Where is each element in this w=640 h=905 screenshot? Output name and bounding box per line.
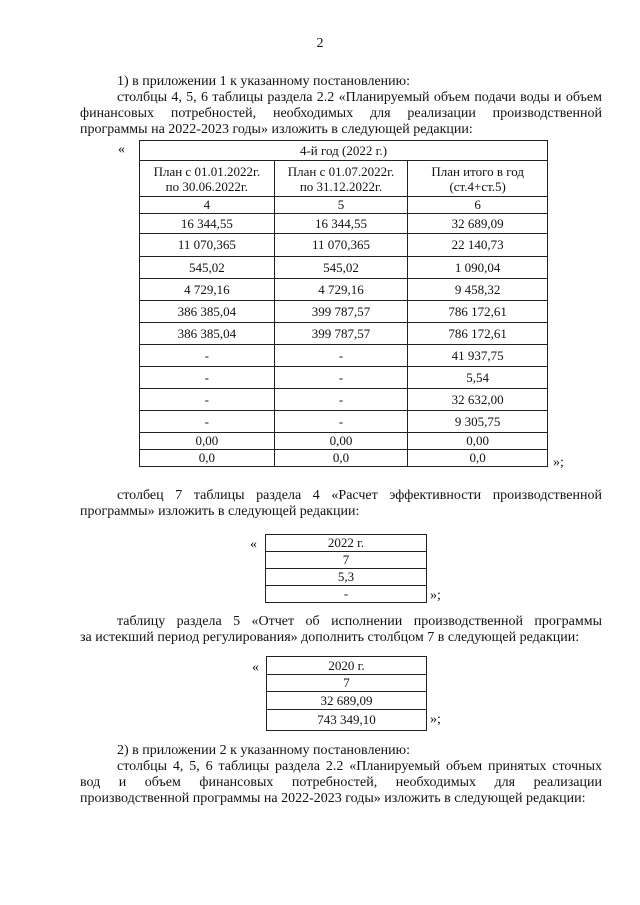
table1-open-quote: « xyxy=(118,142,125,157)
table-row xyxy=(140,433,548,450)
section3-line2: за истекший период регулирования» дополнить столбцом 7 в следующей редакции: xyxy=(80,630,580,645)
table2-close-quote: »; xyxy=(430,588,441,603)
table-cell: 1 090,04 xyxy=(408,257,548,279)
table-cell: 0,00 xyxy=(408,433,548,450)
section1-line2: финансовых потребностей, необходимых для реализации производственной xyxy=(80,106,602,121)
table-cell: - xyxy=(140,345,275,367)
table2-cell: 7 xyxy=(266,552,427,569)
table-cell: 41 937,75 xyxy=(408,345,548,367)
table-row xyxy=(140,257,548,279)
table1-colnum: 5 xyxy=(274,197,408,214)
table-cell: 32 689,09 xyxy=(408,214,548,234)
table-cell: 22 140,73 xyxy=(408,234,548,257)
table-cell: 5,54 xyxy=(408,367,548,389)
table1-header-col5: План с 01.07.2022г. по 31.12.2022г. xyxy=(274,161,408,197)
table1-header-col6: План итого в год (ст.4+ст.5) xyxy=(408,161,548,197)
table3-open-quote: « xyxy=(252,660,259,675)
table-cell: 4 729,16 xyxy=(274,279,408,301)
table-cell: 0,00 xyxy=(274,433,408,450)
table-cell: 545,02 xyxy=(274,257,408,279)
table-row xyxy=(140,234,548,257)
table-cell: 399 787,57 xyxy=(274,323,408,345)
table3-cell: 743 349,10 xyxy=(267,710,427,731)
table-cell: 545,02 xyxy=(140,257,275,279)
table-cell: 0,0 xyxy=(408,450,548,467)
section4-line1: столбцы 4, 5, 6 таблицы раздела 2.2 «Планируемый объем принятых сточных xyxy=(117,759,602,774)
table1-header-col4: План с 01.01.2022г. по 30.06.2022г. xyxy=(140,161,275,197)
table-row xyxy=(140,301,548,323)
table-cell: 386 385,04 xyxy=(140,323,275,345)
table-row xyxy=(140,279,548,301)
table-row xyxy=(140,411,548,433)
table3-cell: 2020 г. xyxy=(267,657,427,675)
table-cell: 0,0 xyxy=(140,450,275,467)
table-row xyxy=(140,345,548,367)
section2-line1: столбец 7 таблицы раздела 4 «Расчет эффективности производственной xyxy=(117,488,602,503)
table-cell: - xyxy=(140,411,275,433)
report-table xyxy=(266,656,427,731)
table1-colnum: 6 xyxy=(408,197,548,214)
table-row xyxy=(140,323,548,345)
table2-open-quote: « xyxy=(250,537,257,552)
table-cell: 32 632,00 xyxy=(408,389,548,411)
table-cell: 4 729,16 xyxy=(140,279,275,301)
table-cell: - xyxy=(274,389,408,411)
table1-close-quote: »; xyxy=(553,455,564,470)
table3-cell: 32 689,09 xyxy=(267,692,427,710)
table-cell: 0,0 xyxy=(274,450,408,467)
table3-close-quote: »; xyxy=(430,712,441,727)
plan-table xyxy=(139,140,548,467)
section1-line3: программы на 2022-2023 годы» изложить в следующей редакции: xyxy=(80,122,473,137)
table1-title: 4-й год (2022 г.) xyxy=(140,141,548,161)
table-cell: 9 458,32 xyxy=(408,279,548,301)
table-cell: 786 172,61 xyxy=(408,323,548,345)
table-cell: - xyxy=(274,367,408,389)
table-row xyxy=(140,389,548,411)
section3-line1: таблицу раздела 5 «Отчет об исполнении производственной программы xyxy=(117,614,602,629)
section4-line2: вод и объем финансовых потребностей, необходимых для реализации xyxy=(80,775,602,790)
table-cell: 16 344,55 xyxy=(140,214,275,234)
table2-cell: - xyxy=(266,586,427,603)
section1-intro: 1) в приложении 1 к указанному постановлению: xyxy=(117,74,411,89)
section1-line1: столбцы 4, 5, 6 таблицы раздела 2.2 «Планируемый объем подачи воды и объем xyxy=(117,90,602,105)
table-row xyxy=(140,367,548,389)
table2-cell: 2022 г. xyxy=(266,535,427,552)
section4-line3: производственной программы на 2022-2023 годы» изложить в следующей редакции: xyxy=(80,791,586,806)
page-number: 2 xyxy=(316,36,324,51)
table-cell: 16 344,55 xyxy=(274,214,408,234)
section2-line2: программы» изложить в следующей редакции: xyxy=(80,504,360,519)
table-row xyxy=(140,450,548,467)
table2-cell: 5,3 xyxy=(266,569,427,586)
table-cell: - xyxy=(274,345,408,367)
table-cell: 11 070,365 xyxy=(274,234,408,257)
table-row xyxy=(140,214,548,234)
table-cell: 9 305,75 xyxy=(408,411,548,433)
table-cell: - xyxy=(274,411,408,433)
section4-intro: 2) в приложении 2 к указанному постановлению: xyxy=(117,743,411,758)
table3-cell: 7 xyxy=(267,675,427,692)
table-cell: - xyxy=(140,389,275,411)
table-cell: - xyxy=(140,367,275,389)
table-cell: 11 070,365 xyxy=(140,234,275,257)
table-cell: 0,00 xyxy=(140,433,275,450)
table1-colnum: 4 xyxy=(140,197,275,214)
table-cell: 399 787,57 xyxy=(274,301,408,323)
table-cell: 386 385,04 xyxy=(140,301,275,323)
efficiency-table xyxy=(265,534,427,603)
table-cell: 786 172,61 xyxy=(408,301,548,323)
